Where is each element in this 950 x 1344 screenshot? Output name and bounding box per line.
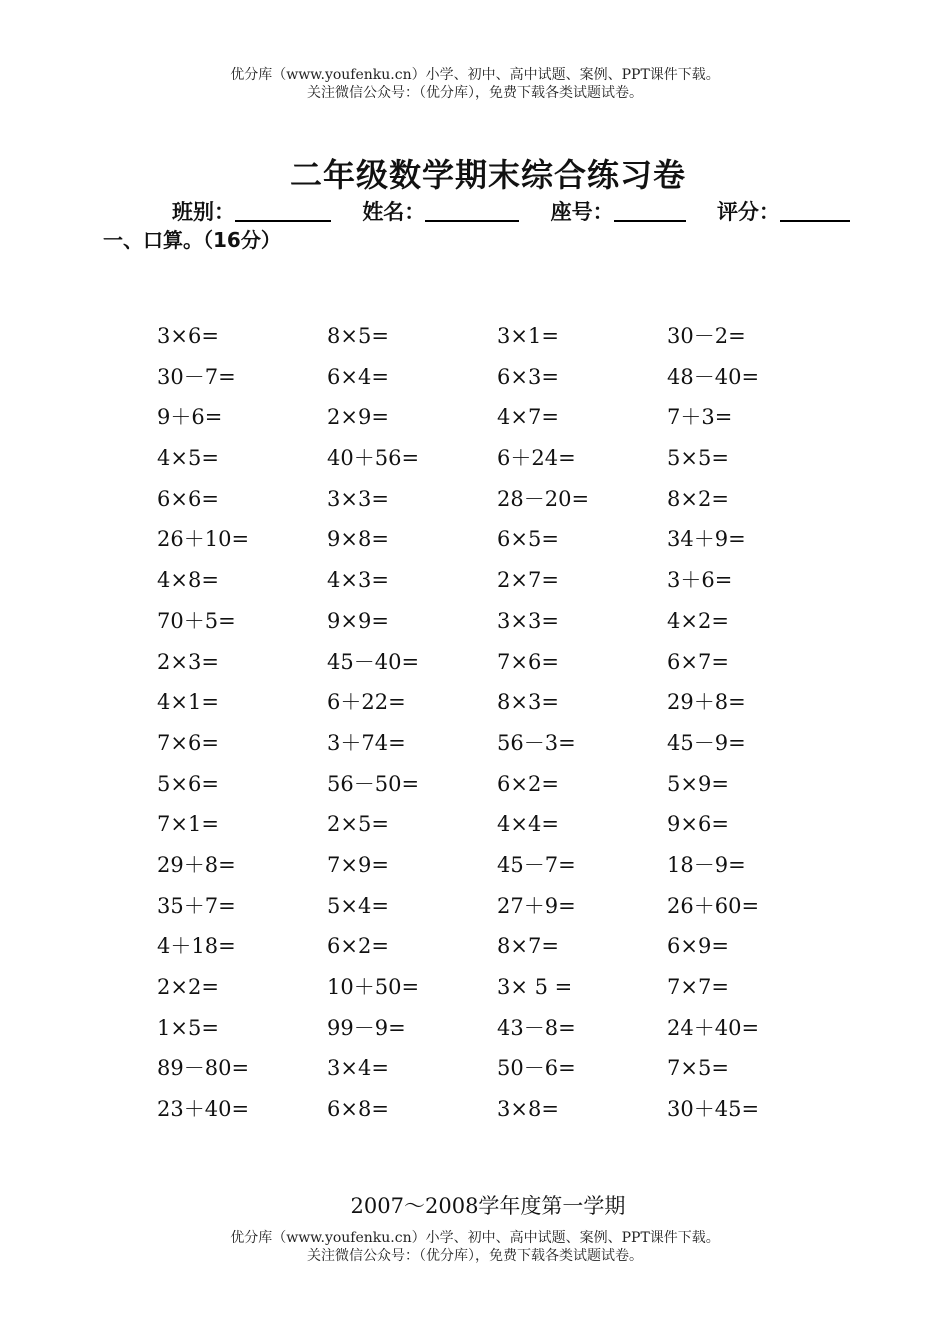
problem-item: 6×9= [667,934,729,959]
problem-item: 30＋45= [667,1097,760,1122]
problem-item: 7×7= [667,975,729,999]
footer-line-2: 关注微信公众号：（优分库），免费下载各类试题试卷。 [307,1248,643,1264]
problem-item: 4＋18= [157,934,236,959]
page-title: 二年级数学期末综合练习卷 [289,156,686,194]
problem-item: 3×4= [327,1056,389,1081]
problem-item: 3＋74= [327,730,406,755]
problem-item: 70＋5= [157,608,236,633]
problem-item: 5×6= [157,771,219,796]
problem-item: 89－80= [157,1056,250,1081]
problem-item: 7×5= [667,1056,729,1081]
problem-item: 3＋6= [667,568,733,593]
problem-item: 2×9= [327,405,389,430]
problem-item: 43－8= [497,1015,576,1040]
problem-item: 45－7= [497,852,576,877]
problem-item: 3×1= [497,324,559,348]
problem-item: 7×6= [157,730,219,755]
problem-item: 8×3= [497,690,559,715]
problem-item: 6×2= [327,934,389,959]
problem-item: 45－9= [667,730,746,755]
problem-item: 6×3= [497,364,559,389]
problem-item: 50－6= [497,1056,576,1081]
problem-item: 7×9= [327,852,389,877]
problem-item: 9＋6= [157,405,223,430]
problem-item: 4×7= [497,405,559,430]
class-label: 班别： [172,200,235,224]
section-heading-oral-calc: 一、口算。（16分） [103,228,281,252]
problem-item: 48－40= [667,364,760,389]
problem-item: 9×9= [327,608,389,633]
problem-item: 9×6= [667,812,729,837]
problem-item: 34＋9= [667,527,746,552]
problem-item: 8×7= [497,934,559,959]
problem-item: 1×5= [157,1015,219,1040]
problem-item: 8×5= [327,324,389,348]
problem-item: 5×5= [667,446,729,471]
problem-item: 4×4= [497,812,559,837]
problem-item: 3× 5 = [497,975,573,999]
problem-item: 4×3= [327,568,389,593]
problem-column-3 [497,316,667,1130]
problem-item: 29＋8= [667,690,746,715]
problem-item: 5×9= [667,771,729,796]
problem-item: 26＋60= [667,893,760,918]
problem-item: 18－9= [667,852,746,877]
seat-blank[interactable] [614,200,686,222]
class-blank[interactable] [235,200,331,222]
problem-item: 2×7= [497,568,559,593]
problem-item: 4×8= [157,568,219,593]
problem-column-4 [667,316,837,1130]
problem-item: 6×8= [327,1097,389,1122]
problem-item: 56－50= [327,771,420,796]
problem-item: 6×5= [497,527,559,552]
problem-item: 45－40= [327,649,420,674]
problem-item: 4×1= [157,690,219,715]
problem-item: 4×2= [667,608,729,633]
student-info-row [172,198,850,226]
page-footer [0,1229,950,1265]
problem-item: 6＋24= [497,446,576,471]
name-label: 姓名： [362,200,426,224]
problem-item: 5×4= [327,893,389,918]
problem-column-2 [327,316,497,1130]
problem-item: 6×6= [157,486,219,511]
problem-item: 10＋50= [327,975,420,999]
problem-item: 3×8= [497,1097,559,1122]
score-blank[interactable] [780,200,850,222]
problem-item: 2×2= [157,975,219,999]
problem-item: 2×5= [327,812,389,837]
score-label: 评分： [716,200,780,224]
problem-item: 6×4= [327,364,389,389]
school-year-line: 2007～2008学年度第一学期 [350,1194,626,1218]
problem-item: 30－7= [157,364,236,389]
problem-item: 24＋40= [667,1015,760,1040]
header-line-1: 优分库（www.youfenku.cn）小学、初中、高中试题、案例、PPT课件下载。 [230,67,720,83]
problem-item: 99－9= [327,1015,406,1040]
problem-item: 30－2= [667,324,746,348]
problem-item: 27＋9= [497,893,576,918]
problem-item: 9×8= [327,527,389,552]
page-header [0,66,950,102]
problem-item: 2×3= [157,649,219,674]
problem-item: 28－20= [497,486,590,511]
problem-column-1 [157,316,327,1130]
problem-item: 4×5= [157,446,219,471]
problem-item: 56－3= [497,730,576,755]
problem-item: 3×3= [327,486,389,511]
problem-item: 7×1= [157,812,219,837]
footer-line-1: 优分库（www.youfenku.cn）小学、初中、高中试题、案例、PPT课件下载。 [230,1230,720,1246]
problem-item: 29＋8= [157,852,236,877]
name-blank[interactable] [425,200,519,222]
problem-item: 6＋22= [327,690,406,715]
header-line-2: 关注微信公众号：（优分库），免费下载各类试题试卷。 [307,85,643,101]
problem-item: 3×6= [157,324,219,348]
problem-item: 3×3= [497,608,559,633]
problem-item: 7＋3= [667,405,733,430]
problem-item: 23＋40= [157,1097,250,1122]
problem-item: 35＋7= [157,893,236,918]
seat-label: 座号： [550,200,614,224]
problem-item: 8×2= [667,486,729,511]
problem-item: 40＋56= [327,446,420,471]
problem-item: 6×2= [497,771,559,796]
problem-item: 7×6= [497,649,559,674]
problem-item: 26＋10= [157,527,250,552]
problem-item: 6×7= [667,649,729,674]
